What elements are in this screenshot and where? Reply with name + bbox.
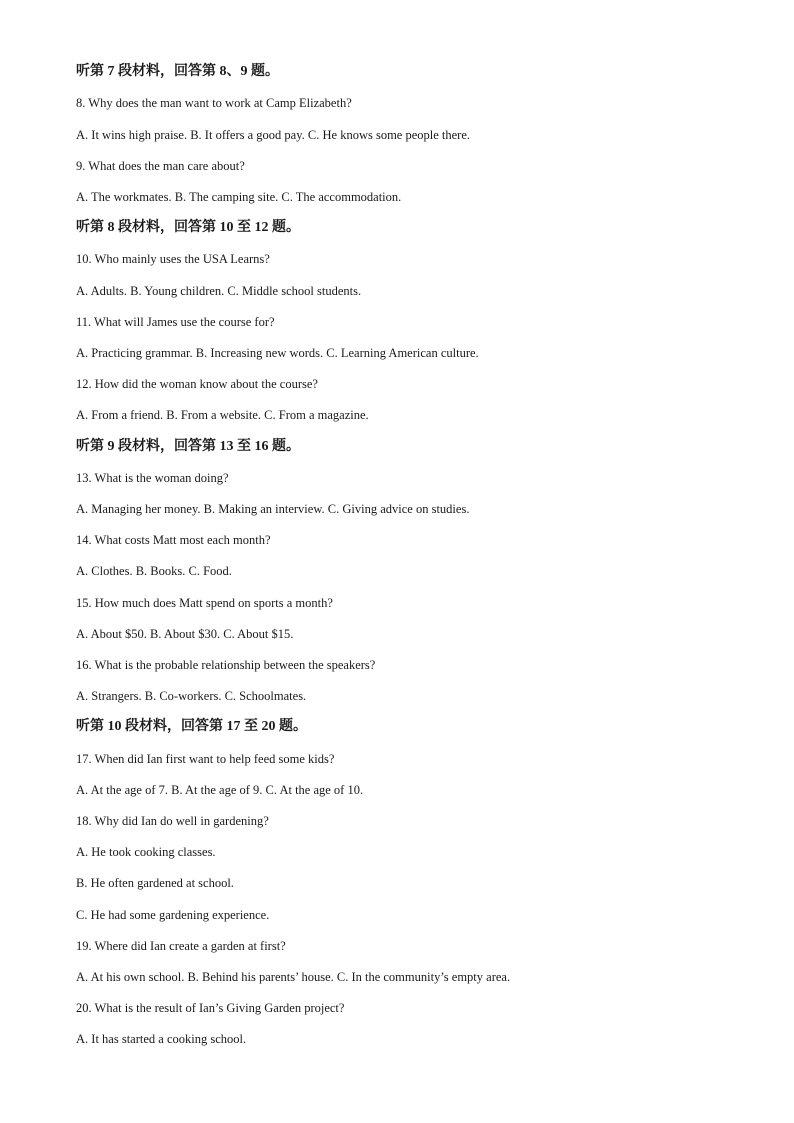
options-11: A. Practicing grammar. B. Increasing new words. C. Learning American culture.	[76, 346, 479, 360]
question-12: 12. How did the woman know about the course?	[76, 377, 318, 391]
options-19: A. At his own school. B. Behind his parents’ house. C. In the community’s empty area.	[76, 970, 511, 984]
options-12: A. From a friend. B. From a website. C. From a magazine.	[76, 408, 369, 422]
section-heading-10: 听第 10 段材料，回答第 17 至 20 题。	[76, 719, 307, 734]
question-17: 17. When did Ian first want to help feed some kids?	[76, 752, 335, 766]
question-13: 13. What is the woman doing?	[76, 471, 229, 485]
question-8: 8. Why does the man want to work at Camp Elizabeth?	[76, 96, 352, 110]
question-9: 9. What does the man care about?	[76, 159, 245, 173]
question-14: 14. What costs Matt most each month?	[76, 533, 271, 547]
question-20: 20. What is the result of Ian’s Giving Garden project?	[76, 1001, 345, 1015]
section-heading-9: 听第 9 段材料，回答第 13 至 16 题。	[76, 439, 300, 454]
option-18-b: B. He often gardened at school.	[76, 876, 234, 890]
options-17: A. At the age of 7. B. At the age of 9. C. At the age of 10.	[76, 783, 364, 797]
options-14: A. Clothes. B. Books. C. Food.	[76, 564, 232, 578]
options-13: A. Managing her money. B. Making an interview. C. Giving advice on studies.	[76, 502, 470, 516]
options-15: A. About $50. B. About $30. C. About $15.	[76, 627, 294, 641]
question-10: 10. Who mainly uses the USA Learns?	[76, 252, 270, 266]
options-10: A. Adults. B. Young children. C. Middle school students.	[76, 284, 362, 298]
options-9: A. The workmates. B. The camping site. C. The accommodation.	[76, 190, 402, 204]
question-16: 16. What is the probable relationship between the speakers?	[76, 658, 376, 672]
section-heading-8: 听第 8 段材料，回答第 10 至 12 题。	[76, 220, 300, 235]
options-16: A. Strangers. B. Co-workers. C. Schoolmates.	[76, 689, 307, 703]
question-19: 19. Where did Ian create a garden at first?	[76, 939, 286, 953]
question-11: 11. What will James use the course for?	[76, 315, 275, 329]
section-heading-7: 听第 7 段材料，回答第 8、9 题。	[76, 64, 279, 79]
option-20-a: A. It has started a cooking school.	[76, 1032, 247, 1046]
question-18: 18. Why did Ian do well in gardening?	[76, 814, 269, 828]
question-15: 15. How much does Matt spend on sports a month?	[76, 596, 333, 610]
option-18-a: A. He took cooking classes.	[76, 845, 216, 859]
options-8: A. It wins high praise. B. It offers a good pay. C. He knows some people there.	[76, 128, 471, 142]
option-18-c: C. He had some gardening experience.	[76, 908, 270, 922]
